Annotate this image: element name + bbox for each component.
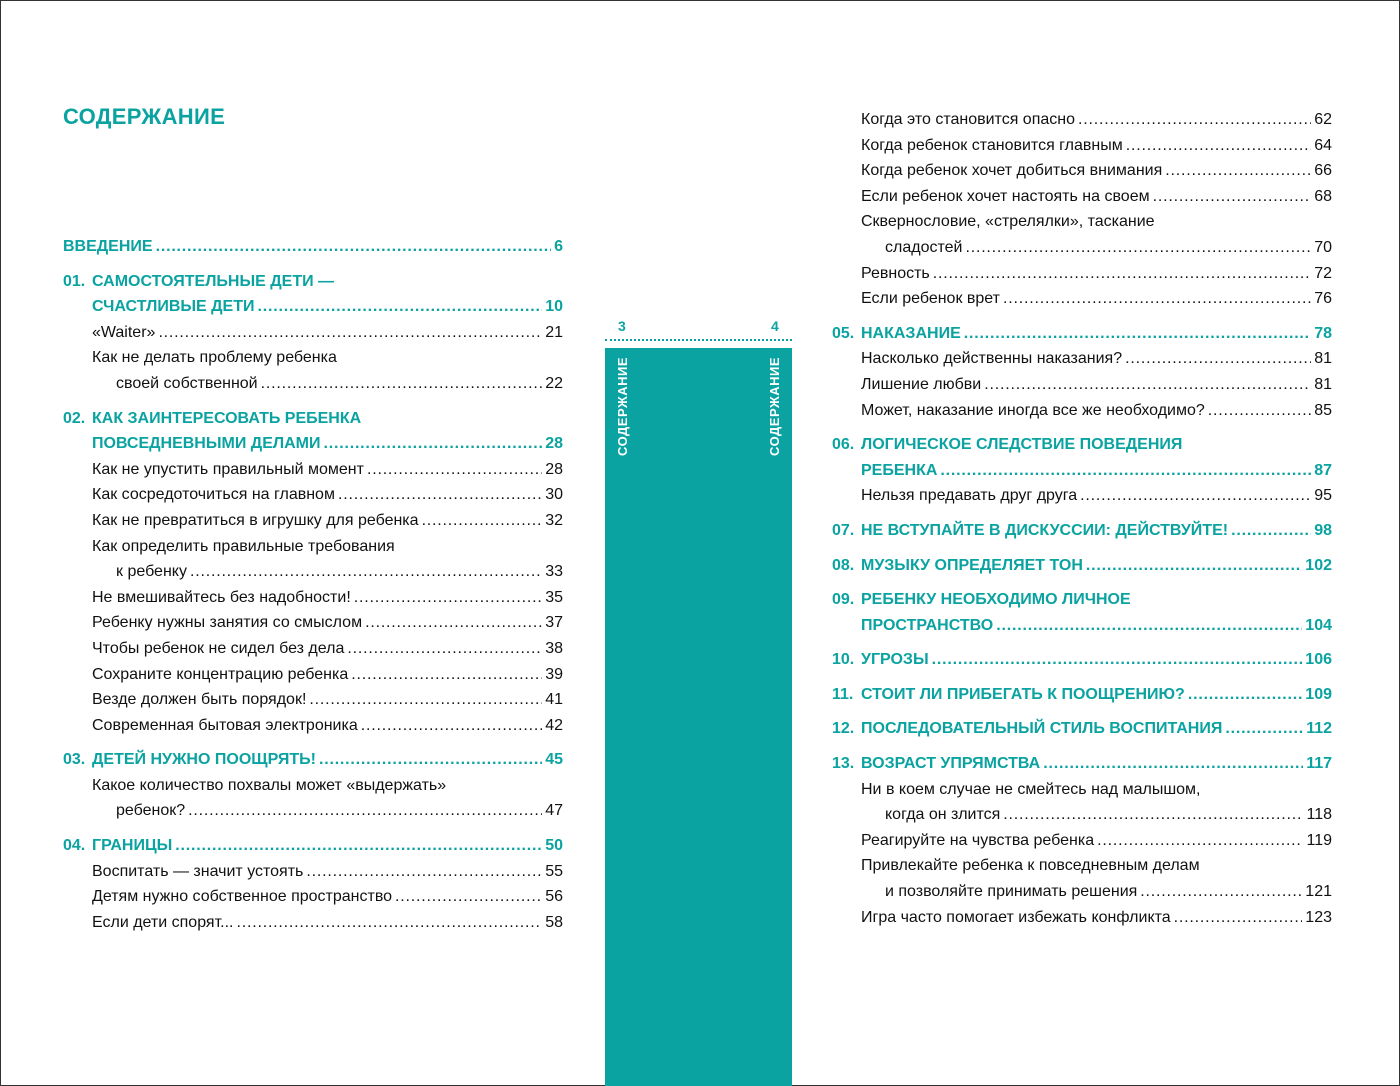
entry-title: Воспитать — значит устоять — [92, 862, 304, 880]
entry-title: Когда ребенок хочет добиться внимания — [861, 162, 1163, 180]
dot-leader — [940, 458, 1311, 484]
chapter-number: 08. — [832, 556, 855, 574]
toc-section-entry[interactable] — [832, 286, 1332, 312]
toc-section-entry[interactable] — [63, 457, 563, 483]
toc-chapter-entry[interactable] — [832, 553, 1332, 579]
dot-leader — [965, 235, 1311, 261]
dot-leader — [1043, 751, 1303, 777]
entry-title: ПОВСЕДНЕВНЫМИ ДЕЛАМИ — [92, 435, 321, 453]
dot-leader — [1153, 184, 1312, 210]
entry-page-number: 87 — [1314, 461, 1332, 479]
entry-page-number: 37 — [545, 614, 563, 632]
entry-title: Лишение любви — [861, 375, 982, 393]
entry-page-number: 41 — [545, 691, 563, 709]
entry-page-number: 6 — [554, 238, 563, 255]
toc-chapter-entry[interactable] — [63, 234, 563, 260]
entry-title: Как не превратиться в игрушку для ребенка — [92, 511, 419, 529]
entry-title: ГРАНИЦЫ — [92, 837, 173, 855]
toc-section-entry[interactable] — [63, 636, 563, 662]
dot-leader — [365, 610, 542, 636]
entry-page-number: 85 — [1314, 401, 1332, 419]
entry-title: Ребенку нужны занятия со смыслом — [92, 614, 363, 632]
entry-page-number: 45 — [545, 751, 563, 769]
toc-section-entry[interactable] — [63, 884, 563, 910]
entry-title: Если ребенок хочет настоять на своем — [861, 187, 1150, 205]
chapter-number: 01. — [63, 272, 86, 290]
dot-leader — [984, 372, 1311, 398]
entry-title: Если дети спорят... — [92, 913, 234, 931]
entry-page-number: 118 — [1306, 806, 1332, 824]
toc-section-entry[interactable] — [832, 158, 1332, 184]
toc-column-right — [832, 107, 1332, 930]
entry-title: НЕ ВСТУПАЙТЕ В ДИСКУССИИ: ДЕЙСТВУЙТЕ! — [861, 521, 1229, 539]
page-title: СОДЕРЖАНИЕ — [63, 104, 226, 129]
page-number-left: 3 — [618, 318, 626, 334]
toc-chapter-entry[interactable] — [63, 747, 563, 773]
entry-title: СТОИТ ЛИ ПРИБЕГАТЬ К ПООЩРЕНИЮ? — [861, 685, 1185, 703]
toc-section-entry[interactable] — [63, 345, 563, 371]
dot-leader — [347, 636, 542, 662]
entry-title: когда он злится — [885, 806, 1001, 824]
toc-section-entry[interactable] — [63, 559, 563, 585]
dot-leader — [1003, 802, 1303, 828]
entry-title: Не вмешивайтесь без надобности! — [92, 588, 351, 606]
chapter-number: 03. — [63, 751, 86, 769]
dot-leader — [1078, 107, 1311, 133]
dot-leader — [323, 431, 542, 457]
entry-page-number: 56 — [545, 888, 563, 906]
toc-chapter-entry[interactable] — [832, 613, 1332, 639]
entry-page-number: 81 — [1314, 375, 1332, 393]
toc-column-left — [63, 234, 563, 935]
entry-page-number: 104 — [1305, 616, 1332, 634]
entry-page-number: 64 — [1314, 136, 1332, 154]
toc-chapter-entry[interactable] — [832, 682, 1332, 708]
toc-chapter-entry[interactable] — [832, 518, 1332, 544]
entry-page-number: 10 — [545, 298, 563, 316]
side-label-left: СОДЕРЖАНИЕ — [615, 357, 630, 456]
entry-title: Как сосредоточиться на главном — [92, 486, 335, 504]
toc-section-entry[interactable] — [63, 320, 563, 346]
chapter-number: 12. — [832, 720, 855, 738]
entry-page-number: 30 — [545, 486, 563, 504]
entry-page-number: 35 — [545, 588, 563, 606]
dot-leader — [306, 859, 542, 885]
toc-section-entry[interactable] — [832, 184, 1332, 210]
dot-leader — [190, 559, 542, 585]
toc-chapter-entry[interactable] — [832, 751, 1332, 777]
entry-title: РЕБЕНКА — [861, 461, 938, 479]
entry-page-number: 102 — [1305, 556, 1332, 574]
dot-leader — [188, 798, 542, 824]
toc-chapter-entry[interactable] — [63, 431, 563, 457]
entry-page-number: 98 — [1314, 521, 1332, 539]
toc-section-entry[interactable] — [63, 662, 563, 688]
dot-leader — [351, 662, 542, 688]
toc-chapter-entry[interactable] — [832, 458, 1332, 484]
entry-page-number: 117 — [1306, 755, 1332, 773]
entry-title: НАКАЗАНИЕ — [861, 324, 961, 342]
toc-chapter-entry[interactable] — [832, 587, 1332, 613]
dot-leader — [156, 234, 552, 260]
toc-section-entry[interactable] — [63, 773, 563, 799]
entry-page-number: 21 — [545, 323, 563, 341]
toc-section-entry[interactable] — [832, 777, 1332, 803]
dot-leader — [354, 585, 542, 611]
entry-title: и позволяйте принимать решения — [885, 883, 1138, 901]
entry-title: ДЕТЕЙ НУЖНО ПООЩРЯТЬ! — [92, 751, 316, 769]
dot-leader — [1165, 158, 1311, 184]
entry-title: Когда ребенок становится главным — [861, 136, 1123, 154]
entry-page-number: 121 — [1305, 883, 1332, 901]
toc-chapter-entry[interactable] — [832, 321, 1332, 347]
entry-title: Ни в коем случае не смейтесь над малышом, — [861, 780, 1201, 798]
entry-title: Современная бытовая электроника — [92, 716, 358, 734]
toc-section-entry[interactable] — [63, 482, 563, 508]
entry-title: к ребенку — [116, 563, 187, 581]
entry-page-number: 66 — [1314, 162, 1332, 180]
dot-leader — [1225, 716, 1303, 742]
dot-leader — [1086, 553, 1302, 579]
toc-section-entry[interactable] — [63, 798, 563, 824]
dot-leader — [1174, 905, 1303, 931]
entry-title: ЛОГИЧЕСКОЕ СЛЕДСТВИЕ ПОВЕДЕНИЯ — [861, 436, 1183, 454]
entry-page-number: 22 — [545, 374, 563, 392]
entry-title: Как не упустить правильный момент — [92, 460, 364, 478]
dot-leader — [1003, 286, 1311, 312]
entry-page-number: 81 — [1314, 350, 1332, 368]
entry-title: Сквернословие, «стрелялки», таскание — [861, 213, 1155, 231]
entry-page-number: 33 — [545, 563, 563, 581]
entry-title: ПРОСТРАНСТВО — [861, 616, 994, 634]
entry-title: ВОЗРАСТ УПРЯМСТВА — [861, 755, 1041, 773]
entry-title: ПОСЛЕДОВАТЕЛЬНЫЙ СТИЛЬ ВОСПИТАНИЯ — [861, 720, 1223, 738]
dot-leader — [933, 261, 1311, 287]
band-dotted-rule — [605, 339, 792, 343]
toc-section-entry[interactable] — [63, 585, 563, 611]
dot-leader — [1208, 398, 1311, 424]
entry-title: Везде должен быть порядок! — [92, 691, 307, 709]
toc-chapter-entry[interactable] — [832, 647, 1332, 673]
entry-page-number: 119 — [1306, 831, 1332, 849]
toc-section-entry[interactable] — [832, 346, 1332, 372]
entry-title: Если ребенок врет — [861, 290, 1000, 308]
chapter-number: 04. — [63, 837, 86, 855]
toc-section-entry[interactable] — [832, 133, 1332, 159]
dot-leader — [1125, 346, 1311, 372]
toc-section-entry[interactable] — [832, 209, 1332, 235]
toc-section-entry[interactable] — [63, 687, 563, 713]
toc-chapter-entry[interactable] — [63, 833, 563, 859]
entry-page-number: 109 — [1305, 685, 1332, 703]
entry-page-number: 95 — [1314, 487, 1332, 505]
entry-title: сладостей — [885, 238, 963, 256]
entry-page-number: 39 — [545, 665, 563, 683]
entry-page-number: 28 — [545, 460, 563, 478]
entry-title: «Waiter» — [92, 323, 156, 341]
entry-title: Чтобы ребенок не сидел без дела — [92, 639, 345, 657]
dot-leader — [964, 321, 1311, 347]
dot-leader — [261, 371, 543, 397]
chapter-number: 02. — [63, 409, 86, 427]
entry-page-number: 123 — [1305, 908, 1332, 926]
entry-page-number: 50 — [545, 837, 563, 855]
entry-title: КАК ЗАИНТЕРЕСОВАТЬ РЕБЕНКА — [92, 409, 362, 427]
toc-section-entry[interactable] — [63, 371, 563, 397]
chapter-number: 07. — [832, 521, 855, 539]
entry-page-number: 76 — [1314, 290, 1332, 308]
chapter-number: 13. — [832, 755, 855, 773]
toc-section-entry[interactable] — [832, 853, 1332, 879]
entry-title: Как не делать проблему ребенка — [92, 349, 337, 367]
entry-title: Сохраните концентрацию ребенка — [92, 665, 349, 683]
dot-leader — [422, 508, 543, 534]
toc-section-entry[interactable] — [832, 879, 1332, 905]
entry-page-number: 70 — [1314, 238, 1332, 256]
toc-section-entry[interactable] — [63, 508, 563, 534]
page-number-right: 4 — [771, 318, 779, 334]
dot-leader — [1188, 682, 1302, 708]
entry-page-number: 28 — [545, 435, 563, 453]
toc-section-entry[interactable] — [832, 828, 1332, 854]
entry-page-number: 106 — [1305, 651, 1332, 669]
entry-page-number: 55 — [545, 862, 563, 880]
chapter-number: 11. — [832, 685, 854, 703]
entry-page-number: 42 — [545, 716, 563, 734]
chapter-number: 05. — [832, 324, 855, 342]
entry-page-number: 32 — [545, 511, 563, 529]
entry-page-number: 38 — [545, 639, 563, 657]
toc-section-entry[interactable] — [832, 261, 1332, 287]
dot-leader — [258, 294, 543, 320]
entry-title: Игра часто помогает избежать конфликта — [861, 908, 1171, 926]
toc-chapter-entry[interactable] — [63, 269, 563, 295]
dot-leader — [1231, 518, 1311, 544]
entry-title: своей собственной — [116, 374, 258, 392]
toc-section-entry[interactable] — [832, 483, 1332, 509]
dot-leader — [1126, 133, 1311, 159]
toc-section-entry[interactable] — [832, 905, 1332, 931]
entry-title: Когда это становится опасно — [861, 111, 1075, 128]
dot-leader — [1140, 879, 1302, 905]
entry-page-number: 72 — [1314, 264, 1332, 282]
dot-leader — [1097, 828, 1303, 854]
entry-page-number: 112 — [1306, 720, 1332, 738]
dot-leader — [1080, 483, 1311, 509]
dot-leader — [932, 647, 1303, 673]
entry-title: ребенок? — [116, 802, 186, 820]
dot-leader — [175, 833, 542, 859]
entry-title: Нельзя предавать друг друга — [861, 487, 1078, 505]
chapter-number: 06. — [832, 436, 855, 454]
toc-section-entry[interactable] — [63, 859, 563, 885]
entry-page-number: 62 — [1314, 111, 1332, 128]
entry-title: САМОСТОЯТЕЛЬНЫЕ ДЕТИ — — [92, 272, 335, 290]
entry-title: Какое количество похвалы может «выдержать» — [92, 776, 447, 794]
entry-title: Может, наказание иногда все же необходимо? — [861, 401, 1205, 419]
center-band — [605, 348, 792, 1086]
dot-leader — [236, 910, 542, 936]
entry-page-number: 68 — [1314, 187, 1332, 205]
toc-section-entry[interactable] — [63, 910, 563, 936]
toc-chapter-entry[interactable] — [832, 432, 1332, 458]
toc-chapter-entry[interactable] — [63, 294, 563, 320]
toc-section-entry[interactable] — [832, 398, 1332, 424]
entry-title: Детям нужно собственное пространство — [92, 888, 393, 906]
toc-section-entry[interactable] — [63, 534, 563, 560]
toc-chapter-entry[interactable] — [63, 406, 563, 432]
entry-page-number: 78 — [1314, 324, 1332, 342]
entry-title: Как определить правильные требования — [92, 537, 395, 555]
entry-title: УГРОЗЫ — [861, 651, 929, 669]
toc-section-entry[interactable] — [832, 107, 1332, 133]
dot-leader — [319, 747, 542, 773]
entry-title: Реагируйте на чувства ребенка — [861, 831, 1095, 849]
toc-chapter-entry[interactable] — [832, 716, 1332, 742]
entry-title: ВВЕДЕНИЕ — [63, 238, 153, 255]
entry-title: РЕБЕНКУ НЕОБХОДИМО ЛИЧНОЕ — [861, 591, 1131, 609]
entry-page-number: 47 — [545, 802, 563, 820]
dot-leader — [395, 884, 542, 910]
entry-title: МУЗЫКУ ОПРЕДЕЛЯЕТ ТОН — [861, 556, 1083, 574]
side-label-right: СОДЕРЖАНИЕ — [767, 357, 782, 456]
toc-section-entry[interactable] — [832, 372, 1332, 398]
dot-leader — [996, 613, 1302, 639]
toc-section-entry[interactable] — [63, 713, 563, 739]
chapter-number: 09. — [832, 591, 855, 609]
dot-leader — [361, 713, 542, 739]
dot-leader — [309, 687, 542, 713]
dot-leader — [367, 457, 542, 483]
toc-section-entry[interactable] — [63, 610, 563, 636]
entry-page-number: 58 — [545, 913, 563, 931]
entry-title: СЧАСТЛИВЫЕ ДЕТИ — [92, 298, 255, 316]
chapter-number: 10. — [832, 651, 855, 669]
entry-title: Ревность — [861, 264, 930, 282]
entry-title: Насколько действенны наказания? — [861, 350, 1123, 368]
entry-title: Привлекайте ребенка к повседневным делам — [861, 857, 1200, 875]
toc-section-entry[interactable] — [832, 235, 1332, 261]
dot-leader — [158, 320, 542, 346]
dot-leader — [338, 482, 542, 508]
toc-section-entry[interactable] — [832, 802, 1332, 828]
